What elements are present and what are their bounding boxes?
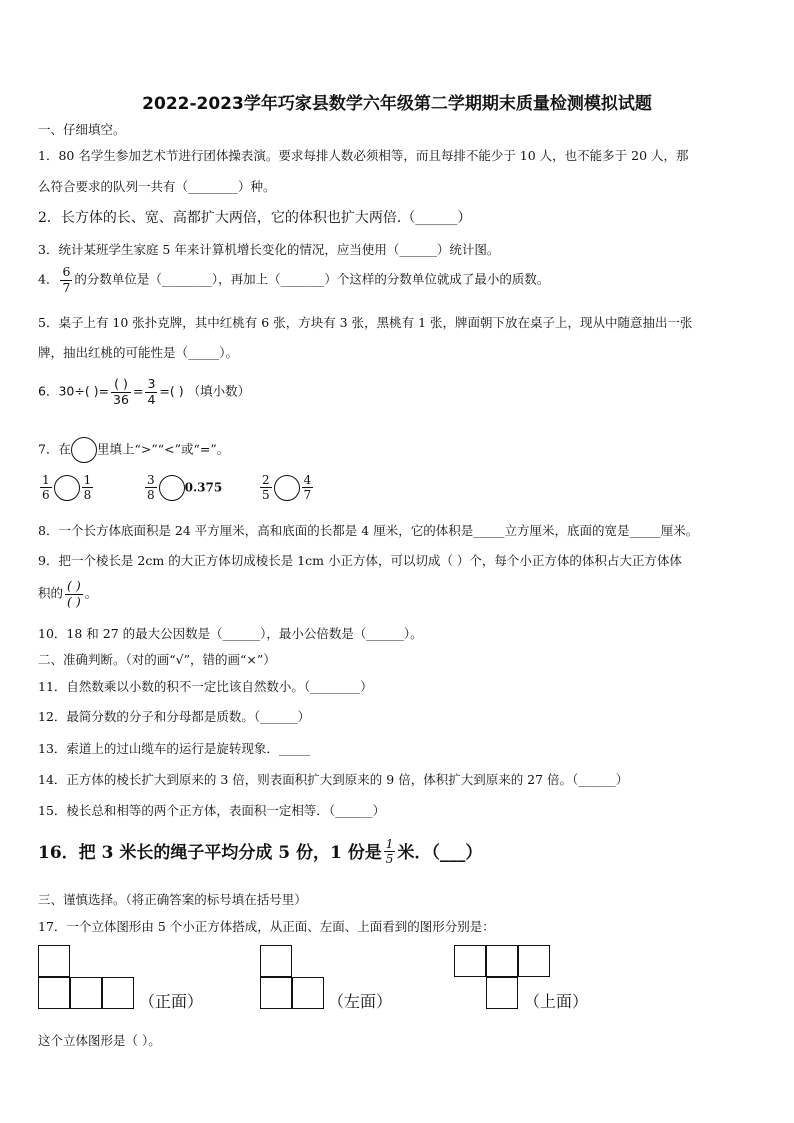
question-1-line-2: 么符合要求的队列一共有（________）种。 — [38, 179, 276, 194]
question-9-line-2 — [38, 580, 97, 608]
question-8: 8．一个长方体底面积是 24 平方厘米，高和底面的长都是 4 厘米，它的体积是_____立方厘米，底面的宽是_____厘米。 — [38, 523, 699, 538]
question-text: 16．把 3 米长的绳子平均分成 5 份，1 份是 — [38, 843, 382, 863]
numerator: 2 — [262, 473, 270, 487]
left-view-figure — [260, 945, 326, 1013]
question-number: 6． — [38, 383, 59, 399]
section-3-heading: 三、谨慎选择。（将正确答案的标号填在括号里） — [38, 892, 307, 907]
numerator: ( ) — [111, 378, 131, 393]
square — [38, 945, 70, 977]
question-7 — [38, 437, 229, 463]
numerator: ( ) — [67, 578, 81, 593]
denominator: 8 — [147, 488, 155, 502]
front-view-label: （正面） — [139, 992, 204, 1011]
question-13: 13．索道上的过山缆车的运行是旋转现象．_____ — [38, 741, 311, 756]
square — [518, 945, 550, 977]
fraction — [65, 580, 83, 608]
equals-sign: = — [132, 383, 144, 399]
compare-circle[interactable] — [159, 475, 185, 501]
compare-item — [38, 474, 95, 501]
left-view-label: （左面） — [328, 992, 393, 1011]
square — [38, 977, 70, 1009]
numerator: 3 — [147, 473, 155, 487]
question-text: 里填上“>”“<”或“=”。 — [96, 441, 230, 457]
question-2: 2．长方体的长、宽、高都扩大两倍，它的体积也扩大两倍.（______） — [38, 210, 472, 226]
decimal-value: 0.375 — [184, 480, 223, 495]
square — [486, 945, 518, 977]
square — [70, 977, 102, 1009]
question-14: 14．正方体的棱长扩大到原来的 3 倍，则表面积扩大到原来的 9 倍，体积扩大到原来的 27 倍。（______） — [38, 772, 629, 787]
denominator: 5 — [385, 852, 394, 866]
numerator: 4 — [303, 473, 312, 487]
page-title: 2022-2023学年巧家县数学六年级第二学期期末质量检测模拟试题 — [142, 94, 652, 114]
fraction — [260, 474, 272, 501]
square — [292, 977, 324, 1009]
question-number: 4． — [38, 271, 59, 287]
question-17-answer-line: 这个立体图形是（ ）。 — [38, 1033, 161, 1048]
fraction — [384, 838, 396, 865]
question-17: 17．一个立体图形由 5 个小正方体搭成，从正面、左面、上面看到的图形分别是： — [38, 919, 495, 934]
square — [486, 977, 518, 1009]
question-text: 积的 — [38, 585, 64, 601]
square — [454, 945, 486, 977]
square — [260, 945, 292, 977]
question-3: 3．统计某班学生家庭 5 年来计算机增长变化的情况，应当使用（______）统计图。 — [38, 242, 500, 257]
fraction — [302, 474, 314, 501]
section-2-heading: 二、准确判断。（对的画“√”，错的画“×”） — [38, 652, 276, 667]
compare-circle — [71, 437, 97, 463]
denominator: 8 — [83, 488, 92, 502]
denominator: 7 — [62, 279, 71, 295]
numerator: 6 — [62, 264, 71, 279]
compare-item — [143, 474, 222, 501]
fraction — [145, 378, 157, 406]
question-text: 的分数单位是（________），再加上（_______）个这样的分数单位就成了最小的质数。 — [74, 271, 550, 287]
fraction — [82, 474, 94, 501]
expression-part: 30÷( )= — [58, 383, 110, 399]
question-16 — [38, 838, 482, 865]
question-15: 15．棱长总和相等的两个正方体，表面积一定相等．（______） — [38, 803, 386, 818]
denominator: 36 — [113, 391, 129, 407]
top-view-label: （上面） — [524, 992, 589, 1011]
question-6 — [38, 378, 250, 406]
denominator: 5 — [262, 488, 270, 502]
denominator: 6 — [42, 488, 50, 502]
question-4 — [38, 266, 549, 294]
denominator: 4 — [147, 391, 156, 407]
compare-item — [258, 474, 315, 501]
denominator: 7 — [303, 488, 312, 502]
fraction — [40, 474, 52, 501]
question-5-line-1: 5．桌子上有 10 张扑克牌，其中红桃有 6 张，方块有 3 张，黑桃有 1 张，牌面朝下放在桌子上，现从中随意抽出一张 — [38, 315, 693, 330]
question-9-line-1: 9．把一个棱长是 2cm 的大正方体切成棱长是 1cm 小正方体，可以切成（ ）个，每个小正方体的体积占大正方体体 — [38, 553, 682, 568]
note: （填小数） — [187, 383, 251, 399]
question-11: 11．自然数乘以小数的积不一定比该自然数小。（________） — [38, 679, 373, 694]
fraction — [60, 266, 72, 294]
numerator: 3 — [147, 376, 156, 391]
square — [102, 977, 134, 1009]
question-1-line-1: 1．80 名学生参加艺术节进行团体操表演。要求每排人数必须相等，而且每排不能少于 10 人，也不能多于 20 人，那 — [38, 148, 689, 163]
question-12: 12．最简分数的分子和分母都是质数。（______） — [38, 709, 311, 724]
numerator: 1 — [385, 837, 394, 851]
fraction — [111, 378, 131, 406]
section-1-heading: 一、仔细填空。 — [38, 122, 126, 137]
square — [260, 977, 292, 1009]
question-text: 7．在 — [38, 441, 71, 457]
expression-part: =( ) — [159, 383, 184, 399]
numerator: 1 — [42, 473, 50, 487]
question-5-line-2: 牌，抽出红桃的可能性是（_____）。 — [38, 345, 239, 360]
denominator: ( ) — [67, 593, 81, 609]
question-10: 10．18 和 27 的最大公因数是（______），最小公倍数是（______）。 — [38, 626, 423, 641]
numerator: 1 — [83, 473, 92, 487]
fraction — [145, 474, 157, 501]
question-text: 。 — [84, 585, 98, 601]
question-text: 米．（___） — [397, 843, 483, 863]
compare-circle[interactable] — [274, 475, 300, 501]
front-view-figure — [38, 945, 136, 1013]
compare-circle[interactable] — [54, 475, 80, 501]
